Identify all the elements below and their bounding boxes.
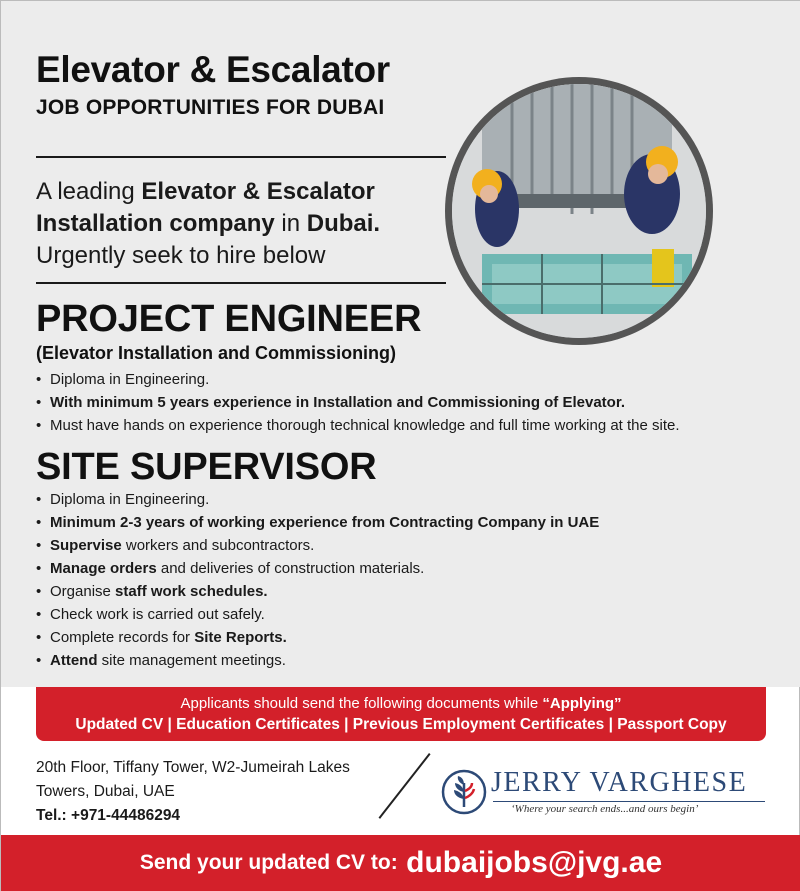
site-supervisor-title: SITE SUPERVISOR [36, 446, 377, 488]
divider-rule [36, 156, 446, 158]
ad-title: Elevator & Escalator [36, 49, 390, 90]
application-instructions [36, 687, 766, 741]
wheat-emblem-icon [441, 769, 487, 815]
divider-rule [36, 282, 446, 284]
list-item: • Diploma in Engineering. [36, 371, 210, 388]
project-engineer-subtitle: (Elevator Installation and Commissioning) [36, 343, 397, 363]
project-engineer-requirements [36, 368, 680, 437]
list-item: • Check work is carried out safely. [36, 606, 265, 623]
slash-divider [379, 753, 431, 819]
list-item: • Diploma in Engineering. [36, 491, 210, 508]
address-line: 20th Floor, Tiffany Tower, W2-Jumeirah Lakes [36, 759, 350, 776]
company-address [36, 756, 350, 828]
required-documents: Updated CV | Education Certificates | Previous Employment Certificates | Passport Copy [75, 716, 727, 733]
telephone: Tel.: +971-44486294 [36, 807, 181, 824]
ad-subtitle: JOB OPPORTUNITIES FOR DUBAI [36, 96, 385, 119]
site-supervisor-requirements [36, 488, 599, 672]
list-item: • Organise staff work schedules. [36, 583, 268, 600]
list-item: • Attend site management meetings. [36, 652, 286, 669]
contact-email[interactable]: dubaijobs@jvg.ae [406, 846, 663, 879]
logo-name: JERRY VARGHESE [491, 767, 748, 798]
list-item: • Supervise workers and subcontractors. [36, 537, 315, 554]
apply-intro: Applicants should send the following documents while “Applying” [180, 695, 622, 712]
elevator-shaft-workers-photo [452, 84, 706, 338]
list-item: • Manage orders and deliveries of construction materials. [36, 560, 425, 577]
footer-lead: Send your updated CV to: [139, 851, 398, 874]
address-line: Towers, Dubai, UAE [36, 783, 175, 800]
list-item: • Must have hands on experience thorough technical knowledge and full time working at the site. [36, 417, 680, 434]
logo-tagline: ‘Where your search ends...and ours begin’ [511, 803, 699, 815]
list-item: • Minimum 2-3 years of working experience from Contracting Company in UAE [36, 514, 600, 531]
company-logo [441, 763, 771, 823]
photo-frame [445, 77, 713, 345]
logo-rule [493, 801, 765, 802]
intro-text: A leading Elevator & Escalator Installation company in Dubai. Urgently seek to hire below [36, 178, 381, 269]
project-engineer-title: PROJECT ENGINEER [36, 298, 422, 340]
list-item: • With minimum 5 years experience in Installation and Commissioning of Elevator. [36, 394, 626, 411]
footer-banner [1, 835, 800, 891]
list-item: • Complete records for Site Reports. [36, 629, 287, 646]
content-panel [1, 1, 800, 687]
